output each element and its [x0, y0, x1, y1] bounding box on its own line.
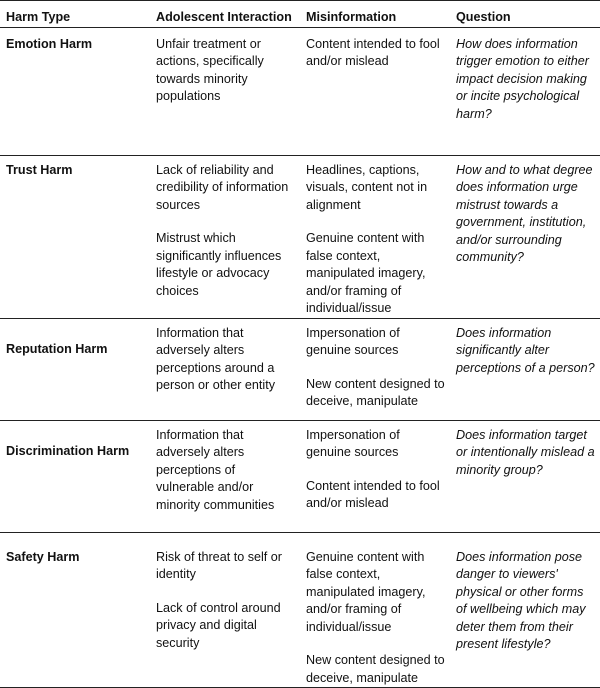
question-cell: Does information target or intentionally mislead a minority group?: [456, 427, 595, 477]
harm-type-cell: Discrimination Harm: [6, 443, 130, 458]
misinformation-text: Genuine content with false context, manipulated imagery, and/or framing of individual/issue: [306, 549, 426, 634]
header-question: Question: [456, 10, 511, 24]
header-adolescent-interaction: Adolescent Interaction: [156, 10, 292, 24]
table-row: [0, 155, 600, 318]
misinformation-cell: [300, 155, 450, 318]
misinformation-text: Headlines, captions, visuals, content not in alignment: [306, 162, 428, 212]
question-cell: Does information pose danger to viewers' physical or other forms of wellbeing which may deter them from their present lifestyle?: [456, 549, 586, 651]
misinformation-text: New content designed to deceive, manipulate: [306, 653, 445, 685]
harm-type-cell: Trust Harm: [6, 162, 73, 177]
interaction-text: Information that adversely alters perceptions around a person or other entity: [156, 325, 276, 392]
interaction-text: Lack of control around privacy and digital security: [156, 600, 281, 650]
table-row: [0, 27, 600, 155]
harm-type-cell: Safety Harm: [6, 549, 80, 564]
question-cell: Does information significantly alter perceptions of a person?: [456, 325, 595, 375]
misinformation-text: Content intended to fool and/or mislead: [306, 36, 440, 68]
misinformation-text: Impersonation of genuine sources: [306, 325, 400, 357]
interaction-cell: [150, 532, 300, 688]
misinformation-text: Content intended to fool and/or mislead: [306, 478, 440, 510]
header-misinformation: Misinformation: [306, 10, 397, 24]
misinformation-cell: [300, 420, 450, 532]
interaction-text: Risk of threat to self or identity: [156, 549, 282, 581]
harm-type-cell: Reputation Harm: [6, 341, 108, 356]
interaction-cell: [150, 318, 300, 420]
misinformation-text: Genuine content with false context, manipulated imagery, and/or framing of individual/issue: [306, 231, 426, 315]
question-cell: How and to what degree does information urge mistrust towards a government, institution, and/or surrounding community?: [456, 162, 593, 264]
interaction-cell: [150, 420, 300, 532]
interaction-text: Lack of reliability and credibility of information sources: [156, 162, 289, 212]
table-row: [0, 532, 600, 688]
table-row: [0, 420, 600, 532]
misinformation-text: Impersonation of genuine sources: [306, 427, 400, 459]
header-harm-type: Harm Type: [6, 10, 71, 24]
interaction-text: Mistrust which significantly influences lifestyle or advocacy choices: [156, 231, 282, 298]
interaction-cell: [150, 155, 300, 318]
header-row: [0, 1, 600, 28]
table-row: [0, 318, 600, 420]
misinformation-cell: [300, 532, 450, 688]
harm-type-cell: Emotion Harm: [6, 36, 93, 51]
interaction-text: Information that adversely alters perceptions of vulnerable and/or minority communities: [156, 427, 275, 512]
question-cell: How does information trigger emotion to either impact decision making or incite psychological harm?: [456, 36, 590, 121]
misinformation-cell: [300, 27, 450, 155]
misinformation-text: New content designed to deceive, manipulate: [306, 376, 445, 408]
interaction-cell: [150, 27, 300, 155]
misinformation-cell: [300, 318, 450, 420]
interaction-text: Unfair treatment or actions, specifically towards minority populations: [156, 36, 264, 103]
